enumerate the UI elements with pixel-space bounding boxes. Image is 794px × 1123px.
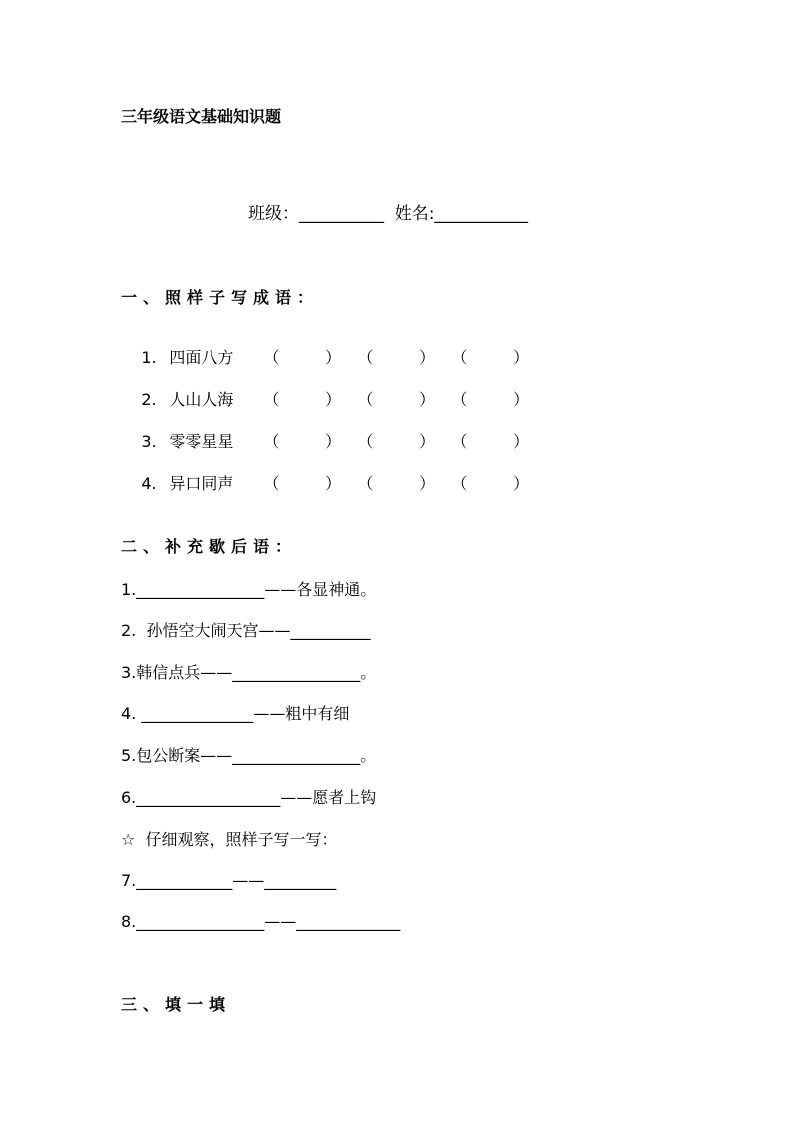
answer-blank: （ ） <box>263 474 342 493</box>
xiehouyu-item: 1.________________——各显神通。 <box>121 580 377 599</box>
answer-blank: （ ） <box>357 348 436 367</box>
section-1-heading: 一、照样子写成语： <box>121 288 320 307</box>
item-number: 3. <box>141 432 157 451</box>
answer-blank: （ ） <box>357 474 436 493</box>
idiom-row <box>121 454 545 514</box>
answer-blank: （ ） <box>357 390 436 409</box>
answer-blank: （ ） <box>263 432 342 451</box>
answer-blank: （ ） <box>451 390 530 409</box>
class-name-info-line: 班级：__________ 姓名:___________ <box>248 204 529 224</box>
xiehouyu-item: 4. ______________——粗中有细 <box>121 704 350 723</box>
answer-blank: （ ） <box>451 432 530 451</box>
idiom-example: 人山人海 <box>169 390 234 409</box>
xiehouyu-item: 7.____________——_________ <box>121 871 337 890</box>
observe-instruction: ☆ 仔细观察，照样子写一写： <box>121 830 338 849</box>
xiehouyu-item: 3.韩信点兵——________________。 <box>121 663 377 682</box>
answer-blank: （ ） <box>263 348 342 367</box>
xiehouyu-item: 6.__________________——愿者上钩 <box>121 788 377 807</box>
section-3-heading: 三、填一填 <box>121 995 232 1014</box>
page-title: 三年级语文基础知识题 <box>121 107 282 126</box>
xiehouyu-item: 5.包公断案——________________。 <box>121 746 377 765</box>
answer-blank: （ ） <box>451 474 530 493</box>
section-2-heading: 二、补充歇后语： <box>121 537 298 556</box>
xiehouyu-item: 8.________________——_____________ <box>121 912 401 931</box>
item-number: 4. <box>141 474 157 493</box>
idiom-example: 零零星星 <box>169 432 234 451</box>
xiehouyu-item: 2. 孙悟空大闹天宫——__________ <box>121 621 371 640</box>
idiom-example: 四面八方 <box>169 348 234 367</box>
idiom-example: 异口同声 <box>169 474 234 493</box>
item-number: 2. <box>141 390 157 409</box>
answer-blank: （ ） <box>451 348 530 367</box>
answer-blank: （ ） <box>263 390 342 409</box>
item-number: 1. <box>141 348 157 367</box>
answer-blank: （ ） <box>357 432 436 451</box>
